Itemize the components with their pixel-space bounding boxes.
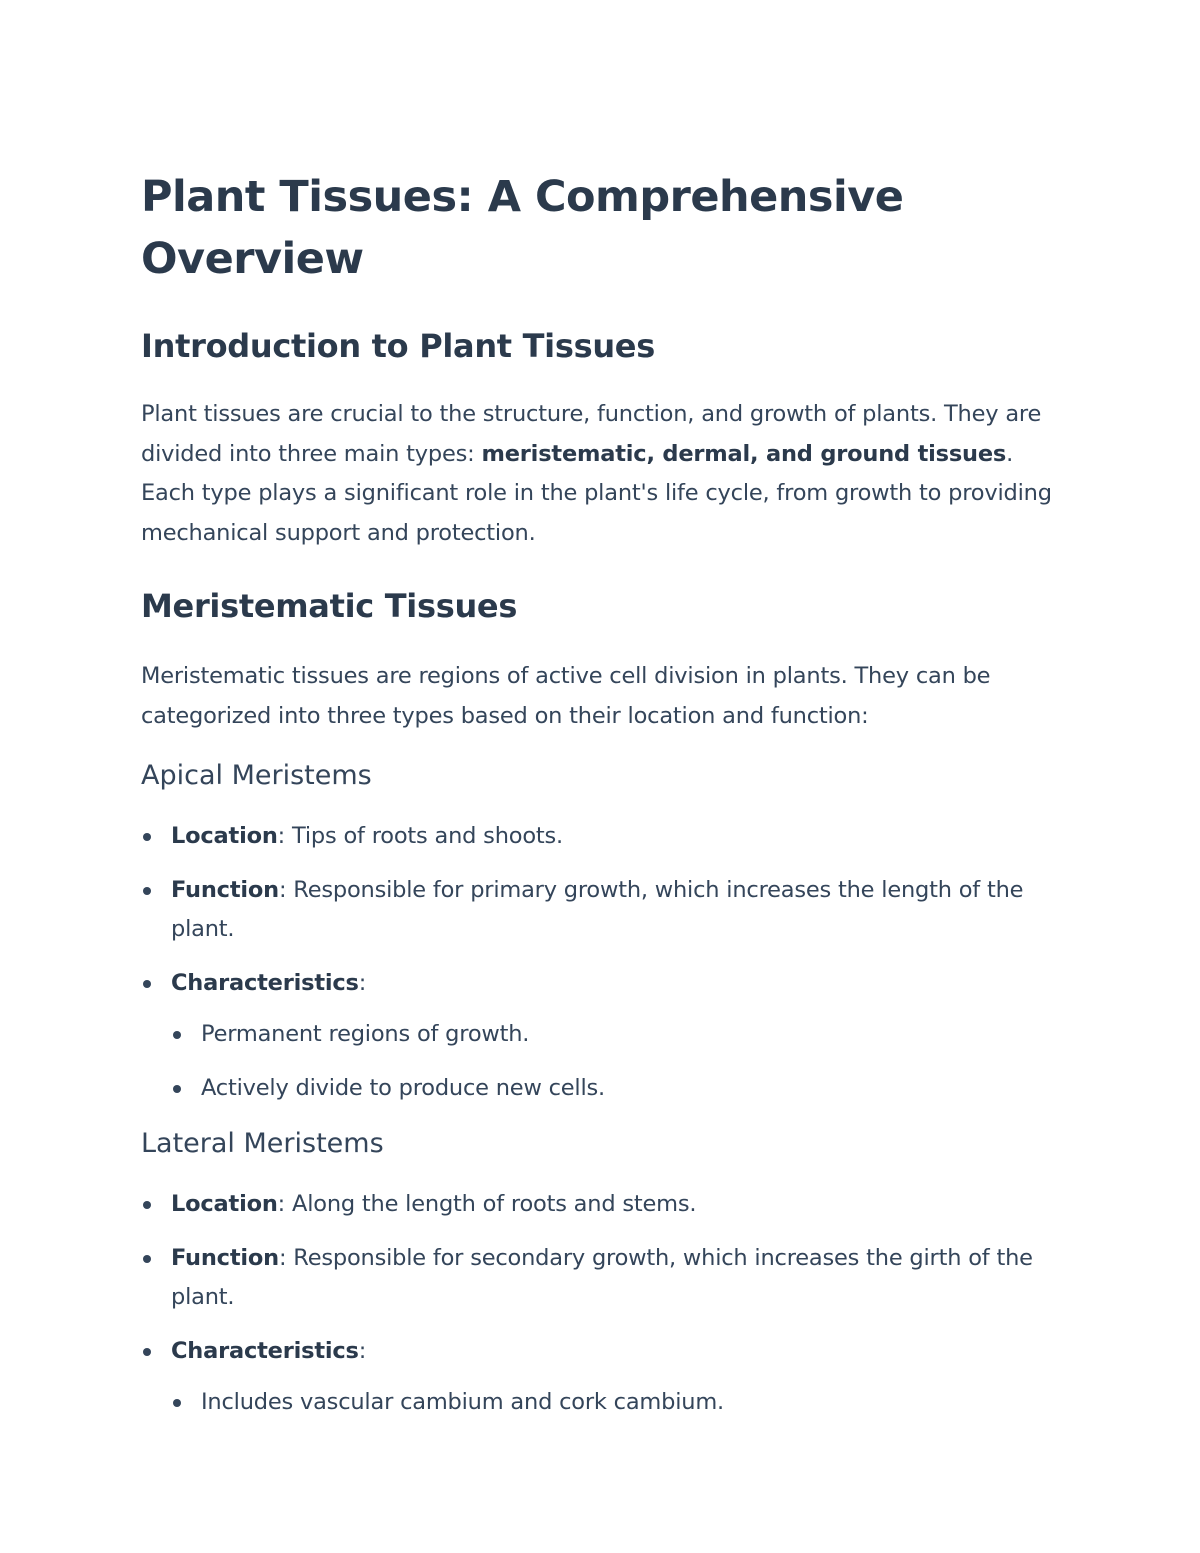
list-item-label: Characteristics xyxy=(171,969,359,996)
list-item-label: Function xyxy=(171,876,279,903)
section-heading-meristematic: Meristematic Tissues xyxy=(141,587,518,625)
list-item-label: Location xyxy=(171,823,278,849)
section-heading-introduction: Introduction to Plant Tissues xyxy=(141,327,655,365)
list-item-label: Location xyxy=(171,1191,278,1217)
meristematic-paragraph: Meristematic tissues are regions of active cell division in plants. They can be categorized into three types based on their location and function: xyxy=(141,663,991,729)
list-item-text: : Responsible for secondary growth, which increases the girth of the plant. xyxy=(171,1244,1033,1310)
introduction-bold-text: meristematic, dermal, and ground tissues xyxy=(481,440,1007,467)
introduction-paragraph xyxy=(141,395,1061,553)
list-item-text: : xyxy=(358,969,367,996)
introduction-text-part2: . Each type plays a significant role in the plant's life cycle, from growth to providing mechanical support and protection. xyxy=(141,440,1052,546)
list-item xyxy=(141,871,1061,950)
list-item-text: : Responsible for primary growth, which increases the length of the plant. xyxy=(171,876,1024,942)
list-item-label: Function xyxy=(171,1244,279,1271)
lateral-characteristics-list xyxy=(171,1383,1061,1423)
list-item xyxy=(141,1185,1061,1225)
subsection-heading-apical: Apical Meristems xyxy=(141,760,372,791)
lateral-list xyxy=(141,1185,1061,1423)
list-item-text: : xyxy=(358,1337,367,1364)
sub-list-item: Actively divide to produce new cells. xyxy=(171,1069,1061,1109)
sub-list-item: Includes vascular cambium and cork cambium. xyxy=(171,1383,1061,1423)
document-page xyxy=(141,166,1061,1423)
list-item xyxy=(141,817,1061,857)
subsection-heading-lateral: Lateral Meristems xyxy=(141,1128,384,1159)
list-item xyxy=(141,964,1061,1109)
list-item-text: : Tips of roots and shoots. xyxy=(277,823,563,849)
document-title: Plant Tissues: A Comprehensive Overview xyxy=(141,172,904,284)
apical-characteristics-list xyxy=(171,1015,1061,1108)
sub-list-item: Permanent regions of growth. xyxy=(171,1015,1061,1055)
introduction-text-part1: Plant tissues are crucial to the structure, function, and growth of plants. They are divided into three main types: xyxy=(141,401,1042,467)
list-item-label: Characteristics xyxy=(171,1337,359,1364)
apical-list xyxy=(141,817,1061,1108)
list-item xyxy=(141,1332,1061,1423)
list-item xyxy=(141,1239,1061,1318)
list-item-text: : Along the length of roots and stems. xyxy=(277,1191,697,1217)
